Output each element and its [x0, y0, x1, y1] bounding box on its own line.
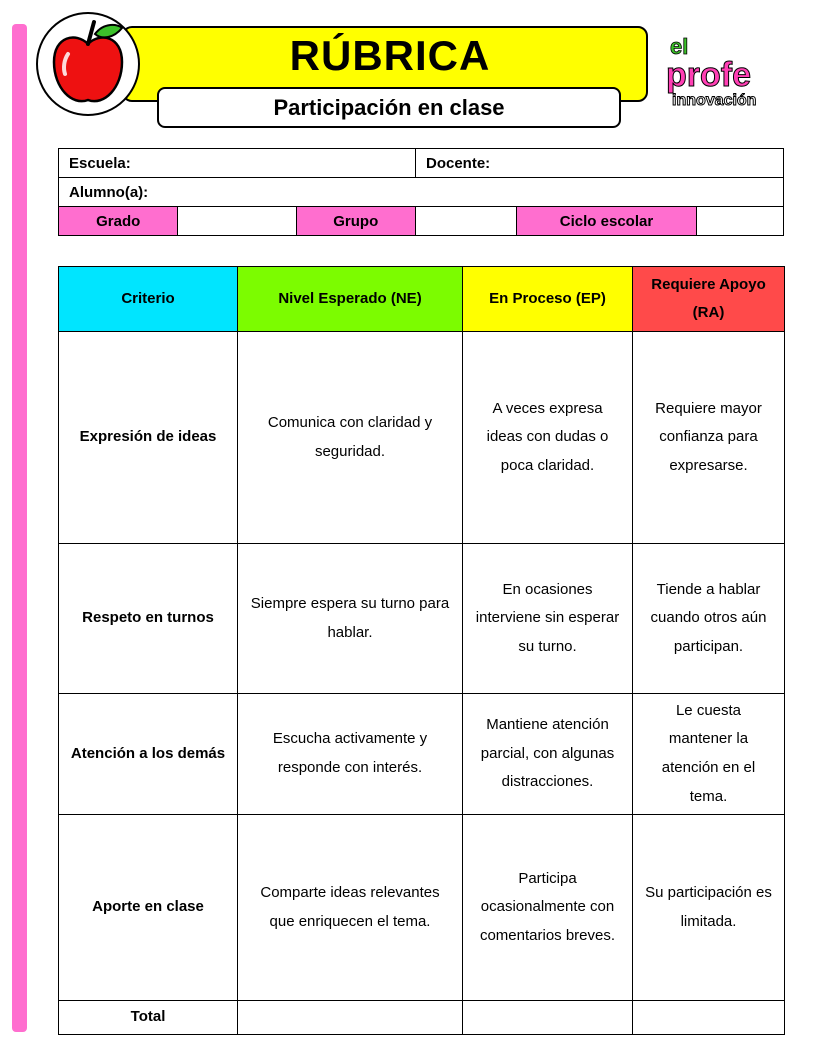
ciclo-value[interactable]: [697, 207, 784, 236]
ra-cell: Requiere mayor confianza para expresarse.: [633, 332, 785, 544]
info-table: [58, 148, 784, 236]
total-ra-cell[interactable]: [633, 1001, 785, 1035]
grupo-label: Grupo: [296, 207, 415, 236]
table-row: [59, 694, 785, 815]
grupo-value[interactable]: [416, 207, 517, 236]
header-nivel-esperado: Nivel Esperado (NE): [238, 267, 463, 332]
side-decoration-bar: [12, 24, 27, 1032]
logo-text-innovacion: innovación: [672, 92, 757, 109]
header-requiere-apoyo: Requiere Apoyo (RA): [633, 267, 785, 332]
ne-cell: Comunica con claridad y seguridad.: [238, 332, 463, 544]
ra-cell: Tiende a hablar cuando otros aún participan.: [633, 544, 785, 694]
ep-cell: A veces expresa ideas con dudas o poca claridad.: [463, 332, 633, 544]
header-en-proceso: En Proceso (EP): [463, 267, 633, 332]
ep-cell: Mantiene atención parcial, con algunas distracciones.: [463, 694, 633, 815]
criterio-cell: Aporte en clase: [59, 815, 238, 1001]
apple-badge: [36, 12, 140, 116]
logo-text-el: el: [670, 34, 689, 59]
escuela-field[interactable]: Escuela:: [59, 149, 416, 178]
rubric-table: [58, 266, 785, 1035]
logo-text-profe: profe: [666, 56, 751, 94]
ep-cell: En ocasiones interviene sin esperar su turno.: [463, 544, 633, 694]
apple-icon: [38, 14, 138, 114]
ne-cell: Siempre espera su turno para hablar.: [238, 544, 463, 694]
total-ep-cell[interactable]: [463, 1001, 633, 1035]
criterio-cell: Expresión de ideas: [59, 332, 238, 544]
table-row: [59, 332, 785, 544]
header-criterio: Criterio: [59, 267, 238, 332]
page-title: RÚBRICA: [289, 32, 491, 79]
total-label: Total: [59, 1001, 238, 1035]
profe-logo: [662, 28, 792, 112]
ne-cell: Comparte ideas relevantes que enriquecen el tema.: [238, 815, 463, 1001]
total-row: [59, 1001, 785, 1035]
ra-cell: Su participación es limitada.: [633, 815, 785, 1001]
ne-cell: Escucha activamente y responde con interés.: [238, 694, 463, 815]
grado-label: Grado: [59, 207, 178, 236]
page-subtitle: Participación en clase: [157, 87, 621, 128]
table-row: [59, 815, 785, 1001]
total-ne-cell[interactable]: [238, 1001, 463, 1035]
grado-value[interactable]: [178, 207, 296, 236]
ra-cell: Le cuesta mantener la atención en el tema.: [633, 694, 785, 815]
ep-cell: Participa ocasionalmente con comentarios breves.: [463, 815, 633, 1001]
ciclo-label: Ciclo escolar: [517, 207, 697, 236]
criterio-cell: Respeto en turnos: [59, 544, 238, 694]
alumno-field[interactable]: Alumno(a):: [59, 178, 784, 207]
criterio-cell: Atención a los demás: [59, 694, 238, 815]
rubric-header-row: [59, 267, 785, 332]
docente-field[interactable]: Docente:: [416, 149, 784, 178]
table-row: [59, 544, 785, 694]
